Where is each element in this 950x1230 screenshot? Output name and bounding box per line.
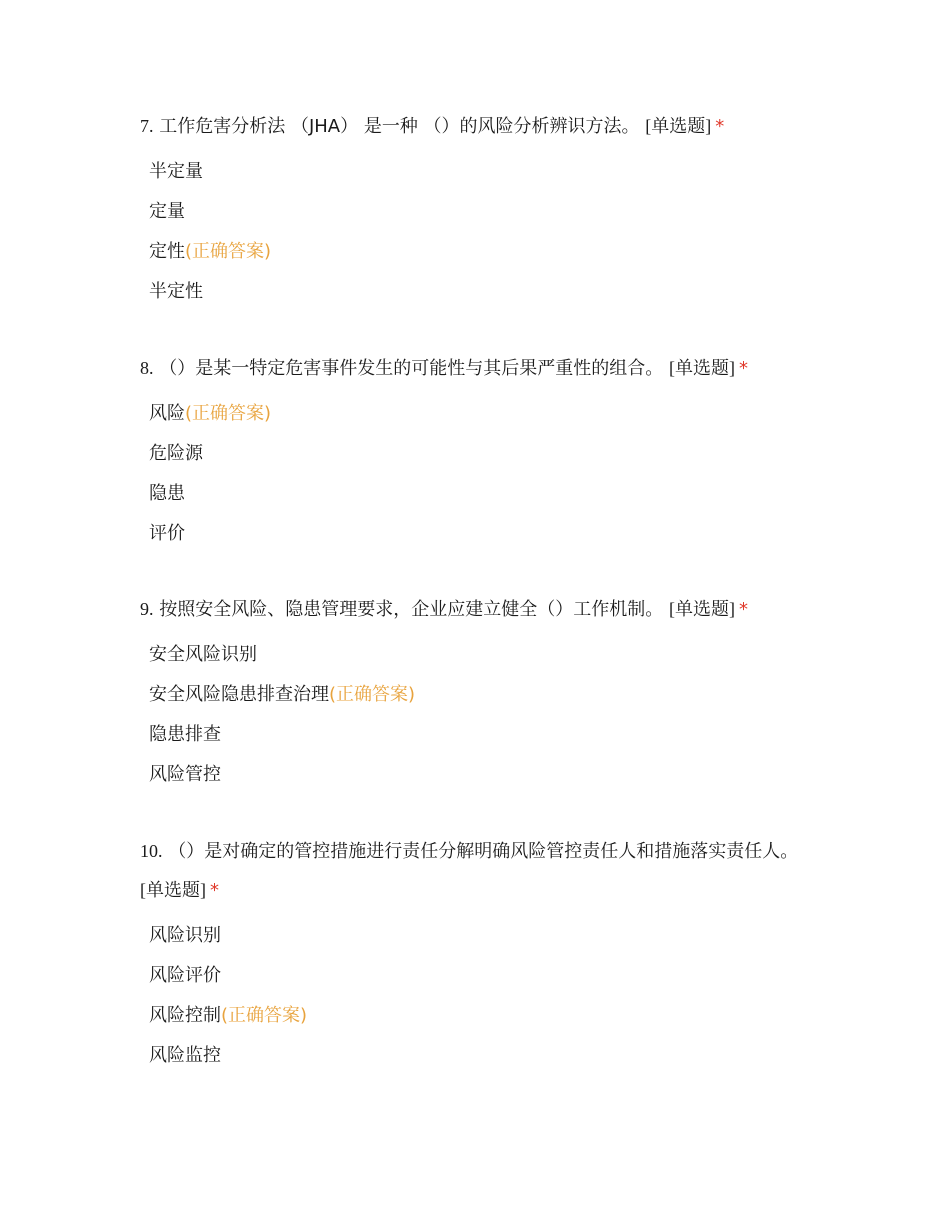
option[interactable] <box>149 996 800 1036</box>
option-list <box>140 916 800 1076</box>
question-type: [单选题] <box>140 880 206 900</box>
question-type: [单选题] <box>645 116 712 136</box>
option[interactable] <box>149 514 800 554</box>
question-type: [单选题] <box>668 599 735 619</box>
required-marker: * <box>738 599 748 620</box>
option-label: 风险管控 <box>149 764 221 785</box>
question-9 <box>140 590 800 795</box>
question-type: [单选题] <box>668 358 735 378</box>
question-title <box>140 832 800 910</box>
question-number: 10. <box>140 841 163 861</box>
option[interactable] <box>149 434 800 474</box>
question-number: 7. <box>140 116 154 136</box>
option-label: 安全风险隐患排查治理 <box>149 684 329 705</box>
option[interactable] <box>149 1036 800 1076</box>
option-label: 安全风险识别 <box>149 644 257 665</box>
option[interactable] <box>149 394 800 434</box>
option-label: 风险评价 <box>149 965 221 986</box>
option-label: 定量 <box>149 201 185 222</box>
correct-answer-marker: (正确答案) <box>221 1005 308 1026</box>
option-label: 隐患 <box>149 483 185 504</box>
question-title <box>140 590 800 629</box>
question-7 <box>140 107 800 312</box>
option[interactable] <box>149 675 800 715</box>
question-8 <box>140 349 800 554</box>
option-label: 风险 <box>149 403 185 424</box>
option-label: 风险监控 <box>149 1045 221 1066</box>
option[interactable] <box>149 152 800 192</box>
required-marker: * <box>715 116 725 137</box>
question-number: 9. <box>140 599 154 619</box>
option-list <box>140 635 800 795</box>
correct-answer-marker: (正确答案) <box>329 684 416 705</box>
correct-answer-marker: (正确答案) <box>185 241 272 262</box>
option[interactable] <box>149 474 800 514</box>
question-title <box>140 349 800 388</box>
option-label: 半定量 <box>149 161 203 182</box>
question-text: 按照安全风险、隐患管理要求，企业应建立健全（）工作机制。 <box>159 599 664 620</box>
option[interactable] <box>149 635 800 675</box>
question-text: （）是某一特定危害事件发生的可能性与其后果严重性的组合。 <box>159 358 664 379</box>
option[interactable] <box>149 272 800 312</box>
option[interactable] <box>149 956 800 996</box>
option-label: 半定性 <box>149 281 203 302</box>
correct-answer-marker: (正确答案) <box>185 403 272 424</box>
required-marker: * <box>738 358 748 379</box>
question-text: 工作危害分析法 （JHA） 是一种 （）的风险分析辨识方法。 <box>159 116 640 137</box>
question-number: 8. <box>140 358 154 378</box>
option[interactable] <box>149 916 800 956</box>
option[interactable] <box>149 755 800 795</box>
option[interactable] <box>149 715 800 755</box>
option-list <box>140 394 800 554</box>
option-label: 风险识别 <box>149 925 221 946</box>
option-list <box>140 152 800 312</box>
option[interactable] <box>149 232 800 272</box>
option-label: 评价 <box>149 523 185 544</box>
option-label: 危险源 <box>149 443 203 464</box>
option-label: 隐患排查 <box>149 724 221 745</box>
option-label: 定性 <box>149 241 185 262</box>
option[interactable] <box>149 192 800 232</box>
option-label: 风险控制 <box>149 1005 221 1026</box>
question-text: （）是对确定的管控措施进行责任分解明确风险管控责任人和措施落实责任人。 <box>168 841 799 862</box>
required-marker: * <box>210 880 219 901</box>
question-title <box>140 107 800 146</box>
question-10 <box>140 832 800 1076</box>
